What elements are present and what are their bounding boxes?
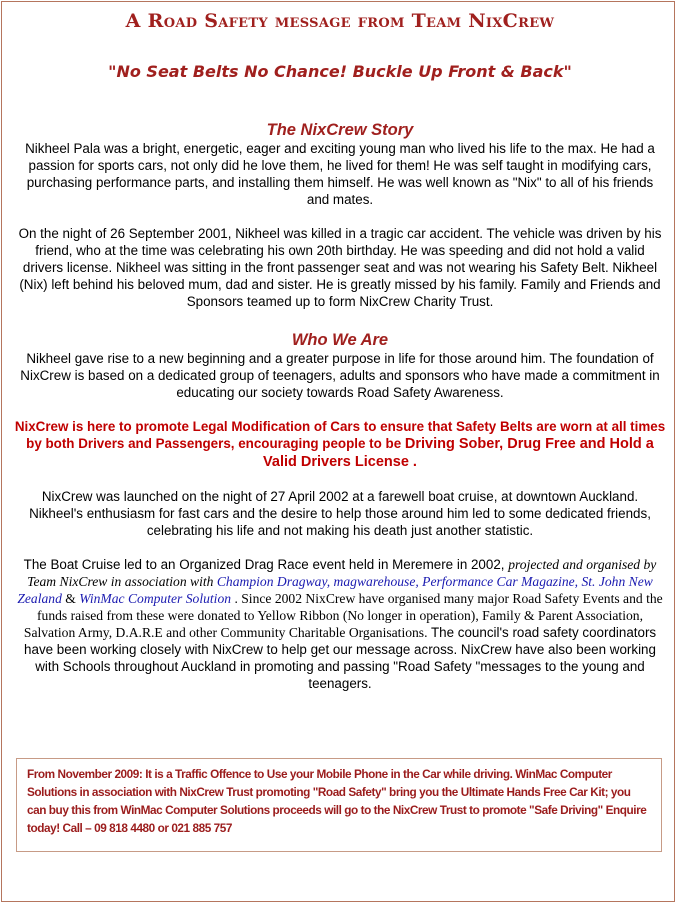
slogan: "No Seat Belts No Chance! Buckle Up Front & Back": [108, 62, 572, 81]
events-paragraph: [14, 556, 666, 692]
who-paragraph-1: Nikheel gave rise to a new beginning and a greater purpose in life for those around him. The foundation of NixCrew is based on a dedicated group of teenagers, adults and sponsors who have made a commitment in educating our society towards Road Safety Awareness.: [20, 351, 660, 400]
mobile-phone-notice: From November 2009: It is a Traffic Offence to Use your Mobile Phone in the Car while driving. WinMac Computer Solutions in association with NixCrew Trust promoting "Road Safety" bring you the Ultimate Hands Free Car Kit; you can buy this from WinMac Computer Solutions proceeds will go to the NixCrew Trust to promote "Safe Driving" Enquire today! Call – 09 818 4480 or 021 885 757: [27, 767, 647, 835]
mission-emphasis: Driving Sober, Drug Free and Hold a Valid Drivers License .: [263, 436, 654, 470]
launch-paragraph: NixCrew was launched on the night of 27 April 2002 at a farewell boat cruise, at downtown Auckland. Nikheel's enthusiasm for fast cars and the desire to help those around him led to some dedicated friends, celebrating his life and not making his death just another statistic.: [29, 489, 651, 538]
sponsor-links[interactable]: Champion Dragway, magwarehouse, Performance Car Magazine, St. John New Zealand: [17, 574, 653, 606]
story-paragraph-1: Nikheel Pala was a bright, energetic, eager and exciting young man who lived his life to the max. He had a passion for sports cars, not only did he love them, he lived for them! He was self taught in modifying cars, purchasing performance parts, and installing them himself. He was well known as "Nix" to all of his friends and mates.: [25, 141, 655, 207]
events-text-b: projected and organised by Team NixCrew in association with: [27, 557, 657, 589]
story-heading: The NixCrew Story: [266, 121, 414, 139]
who-section: [14, 330, 666, 692]
mobile-phone-notice-box: [16, 758, 662, 852]
who-heading: Who We Are: [291, 331, 389, 349]
winmac-link[interactable]: WinMac Computer Solution: [79, 591, 232, 606]
events-text-a: The Boat Cruise led to an Organized Drag Race event held in Meremere in 2002,: [23, 557, 509, 572]
events-text-c: . Since 2002 NixCrew have organised many major Road Safety Events and the funds raised from these were donated to Yellow Ribbon (No longer in operation), Family & Parent Association, Salvation Army, D.A.R.E and other Community Charitable Organisations.: [23, 591, 663, 640]
story-section: [14, 120, 666, 310]
story-paragraph-2: On the night of 26 September 2001, Nikheel was killed in a tragic car accident. The vehicle was driven by his friend, who at the time was celebrating his own 20th birthday. He was speeding and did not hold a valid drivers license. Nikheel was sitting in the front passenger seat and was not wearing his Safety Belt. Nikheel (Nix) left behind his beloved mum, dad and sister. He is greatly missed by his family. Family and Friends and Sponsors teamed up to form NixCrew Charity Trust.: [18, 226, 662, 309]
mission-text: NixCrew is here to promote Legal Modification of Cars to ensure that Safety Belts are worn at all times by both Drivers and Passengers, encouraging people to be: [14, 419, 666, 451]
mission-statement: [14, 418, 666, 471]
events-text-d: The council's road safety coordinators have been working closely with NixCrew to help get our message across. NixCrew have also been working with Schools throughout Auckland in promoting and passing "Road Safety "messages to the young and teenagers.: [24, 625, 657, 691]
events-ampersand: &: [61, 591, 80, 606]
page-title: A Road Safety message from Team NixCrew: [125, 10, 555, 32]
